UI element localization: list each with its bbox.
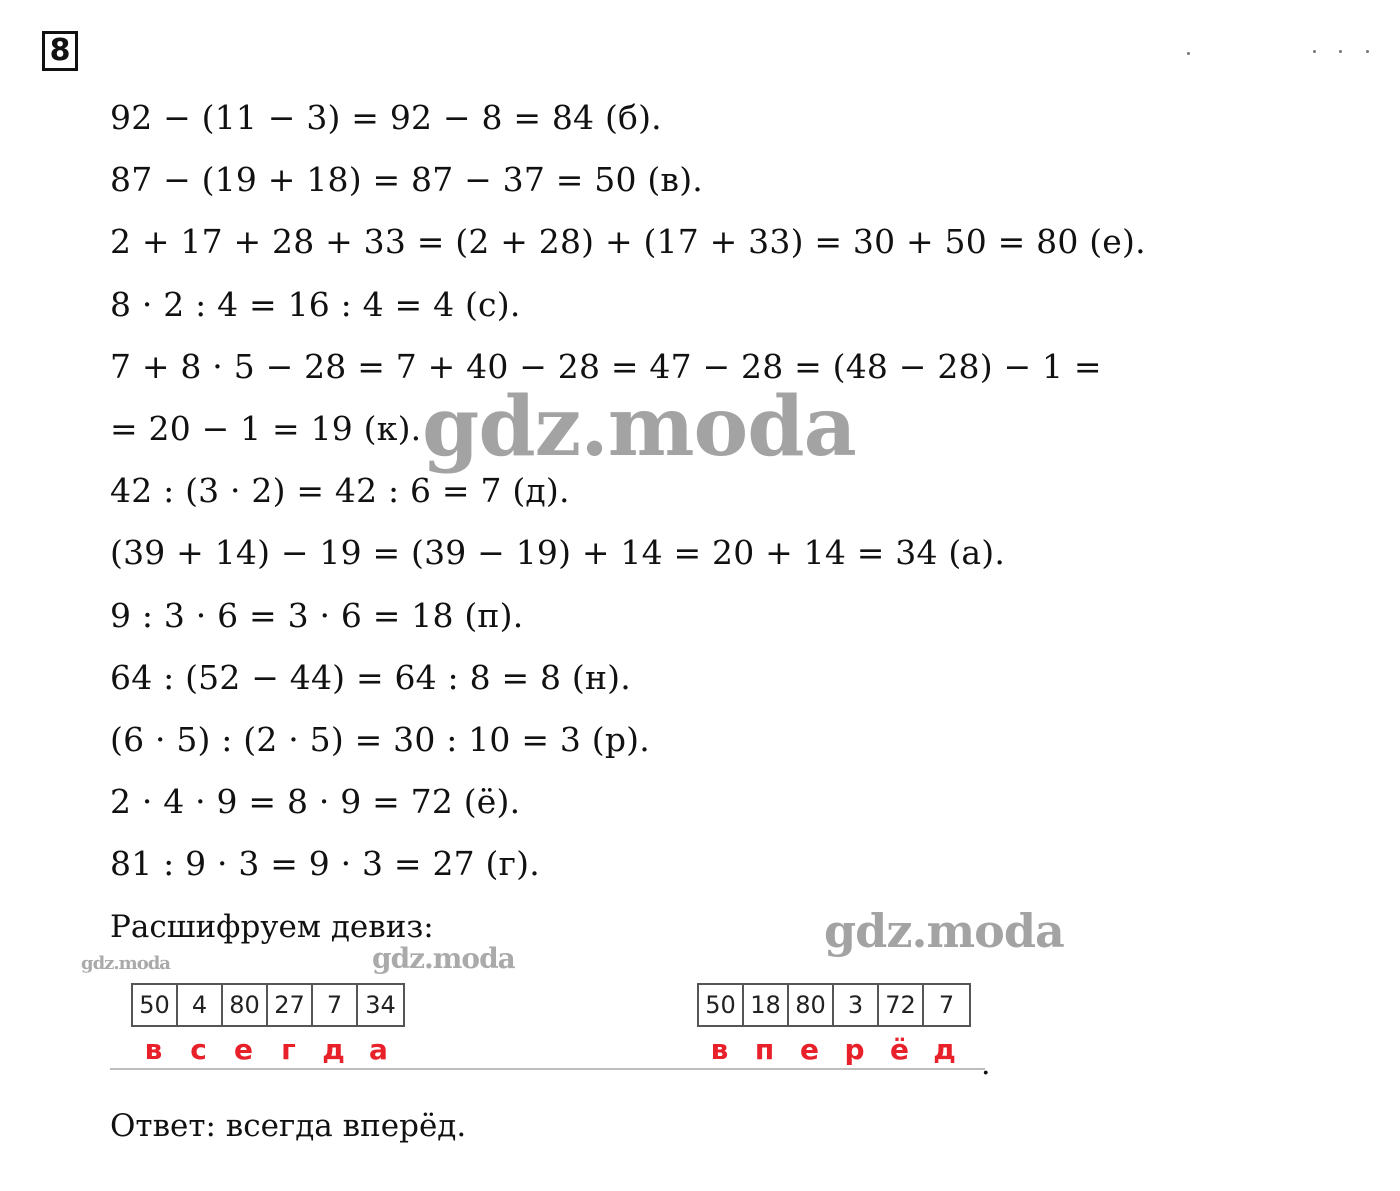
- decoded-letter: е: [234, 1033, 253, 1066]
- cipher-cell: 18: [744, 985, 789, 1025]
- cipher-cell: 80: [223, 985, 268, 1025]
- cipher-cell: 4: [178, 985, 223, 1025]
- decoded-letter: д: [933, 1033, 956, 1066]
- cipher-cell: 34: [365, 991, 396, 1019]
- cipher-cell: 7: [313, 985, 358, 1025]
- solution-line: 81 : 9 · 3 = 9 · 3 = 27 (г).: [110, 844, 540, 884]
- decoded-letters-word2: [697, 1030, 967, 1070]
- decoded-letter: ё: [890, 1033, 909, 1066]
- decoded-letter: г: [281, 1033, 296, 1066]
- decoded-letter: в: [144, 1033, 163, 1066]
- scan-speck: [1187, 52, 1190, 55]
- decoded-letter: а: [369, 1033, 388, 1066]
- cipher-cell: 7: [938, 991, 955, 1019]
- solution-line: 8 · 2 : 4 = 16 : 4 = 4 (с).: [110, 284, 521, 324]
- task-number-badge: 8: [42, 31, 78, 71]
- answer-text: Ответ: всегда вперёд.: [110, 1108, 467, 1144]
- scan-speck: [1366, 50, 1369, 53]
- cipher-table-word1: [131, 983, 405, 1027]
- watermark-logo: gdz.moda: [824, 904, 1064, 958]
- decode-caption: Расшифруем девиз:: [110, 909, 434, 945]
- scan-speck: [1339, 50, 1342, 53]
- cipher-cell: 50: [133, 985, 178, 1025]
- solution-line: (6 · 5) : (2 · 5) = 30 : 10 = 3 (р).: [110, 719, 650, 759]
- watermark-logo: gdz.moda: [81, 953, 170, 974]
- watermark-logo: gdz.moda: [422, 379, 856, 475]
- decoded-letter: с: [190, 1033, 207, 1066]
- solution-lines: [110, 92, 1146, 900]
- answer-underline: [110, 1068, 985, 1070]
- decoded-letter: р: [844, 1033, 865, 1066]
- watermark-logo: gdz.moda: [372, 942, 515, 975]
- decoded-letter: е: [800, 1033, 819, 1066]
- decoded-letters-word1: [131, 1030, 401, 1070]
- solution-line: = 20 − 1 = 19 (к).: [110, 408, 422, 448]
- solution-line: 7 + 8 · 5 − 28 = 7 + 40 − 28 = 47 − 28 = (48 − 28) − 1 =: [110, 346, 1102, 386]
- solution-line: 2 · 4 · 9 = 8 · 9 = 72 (ё).: [110, 782, 521, 822]
- solution-line: 64 : (52 − 44) = 64 : 8 = 8 (н).: [110, 657, 631, 697]
- solution-line: 42 : (3 · 2) = 42 : 6 = 7 (д).: [110, 471, 570, 511]
- solution-line: 2 + 17 + 28 + 33 = (2 + 28) + (17 + 33) = 30 + 50 = 80 (е).: [110, 222, 1146, 262]
- underline-end-dot: .: [981, 1047, 991, 1082]
- decoded-letter: п: [754, 1033, 775, 1066]
- cipher-cell: 72: [879, 985, 924, 1025]
- solution-line: (39 + 14) − 19 = (39 − 19) + 14 = 20 + 14 = 34 (а).: [110, 533, 1006, 573]
- solution-line: 92 − (11 − 3) = 92 − 8 = 84 (б).: [110, 98, 662, 137]
- cipher-cell: 3: [834, 985, 879, 1025]
- scan-speck: [1313, 50, 1316, 53]
- decoded-letter: д: [322, 1033, 345, 1066]
- solution-line: 9 : 3 · 6 = 3 · 6 = 18 (п).: [110, 595, 524, 635]
- cipher-table-word2: [697, 983, 971, 1027]
- solution-line: 87 − (19 + 18) = 87 − 37 = 50 (в).: [110, 160, 703, 200]
- cipher-cell: 80: [789, 985, 834, 1025]
- decoded-letter: в: [710, 1033, 729, 1066]
- cipher-cell: 50: [699, 985, 744, 1025]
- cipher-cell: 27: [268, 985, 313, 1025]
